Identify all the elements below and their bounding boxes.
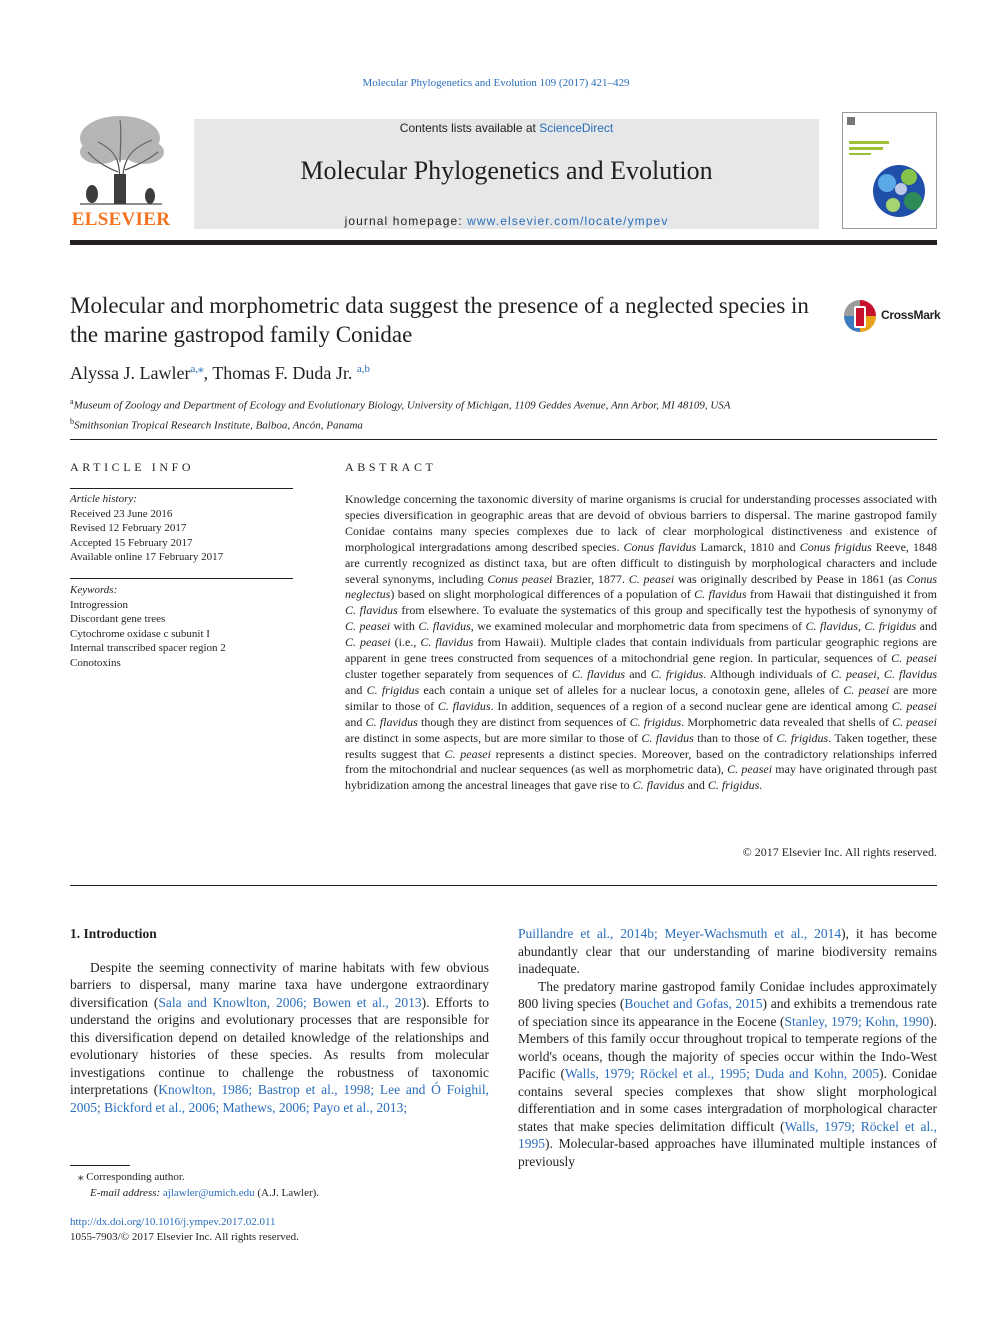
divider — [70, 578, 293, 579]
article-title: Molecular and morphometric data suggest the presence of a neglected species in the marine gastropod family Conidae — [70, 293, 809, 347]
contents-line: Contents lists available at ScienceDirect — [399, 121, 614, 135]
author-list: Alyssa J. Lawler$^{a,⁎}$, Thomas F. Duda Jr. $^{a,b}$ — [70, 363, 371, 383]
affiliation-b: $^b$Smithsonian Tropical Research Institute, Balboa, Ancón, Panama — [70, 416, 363, 432]
journal-cover-thumbnail[interactable] — [842, 112, 937, 229]
keyword-item: Introgression — [70, 598, 129, 611]
issn-copyright: 1055-7903/© 2017 Elsevier Inc. All rights reserved. — [70, 1231, 299, 1243]
affiliation-a: $^a$Museum of Zoology and Department of Ecology and Evolutionary Biology, University of Michigan, 1109 Geddes Avenue, Ann Arbor, MI 48109, USA — [70, 397, 731, 412]
footnote-rule — [70, 1165, 130, 1166]
history-received: Received 23 June 2016 — [70, 507, 173, 520]
crossmark-icon — [843, 297, 877, 335]
intro-paragraph-1-continued: Puillandre et al., 2014b; Meyer-Wachsmuth et al., 2014), it has become abundantly clear that our understanding of marine biodiversity remains inadequate. — [518, 926, 937, 976]
keywords-label: Keywords: — [70, 584, 118, 596]
journal-name: Molecular Phylogenetics and Evolution — [300, 156, 713, 185]
article-history — [70, 492, 293, 565]
elsevier-logo[interactable] — [70, 112, 172, 232]
homepage-line: journal homepage: www.elsevier.com/locate/ympev — [344, 214, 669, 228]
citation-link[interactable]: Knowlton, 1986; Bastrop et al., 1998; Lee and Ó Foighil, 2005; Bickford et al., 2006; Mathews, 2006; Payo et al., 2013; — [70, 1082, 489, 1115]
keywords — [70, 583, 293, 670]
keyword-item: Discordant gene trees — [70, 613, 166, 625]
sciencedirect-link[interactable]: ScienceDirect — [539, 121, 614, 135]
keyword-item: Internal transcribed spacer region 2 — [70, 642, 226, 654]
abstract-heading: ABSTRACT — [345, 460, 437, 474]
history-online: Available online 17 February 2017 — [70, 551, 224, 563]
cover-image-icon — [843, 113, 936, 228]
abstract-text: Knowledge concerning the taxonomic diversity of marine organisms is crucial for understanding processes associated with species diversification in geographic areas that are devoid of obvious barriers to dispersal. The marine gastropod family Conidae contains many species complexes due to lack of clear morphological distinctiveness and existence of morphological intergradations among described species. Conus flavidus Lamarck, 1810 and Conus frigidus Reeve, 1848 are currently recognized as distinct taxa, but are often difficult to distinguish by morphological characters and include several synonyms, including Conus peasei Brazier, 1877. C. peasei was originally described by Pease in 1861 (as Conus neglectus) based on slight morphological differences of a population of C. flavidus from Hawaii that distinguished it from C. flavidus from elsewhere. To evaluate the systematics of this group and specifically test the hypothesis of synonymy of C. peasei with C. flavidus, we examined molecular and morphometric data from specimens of C. flavidus, C. frigidus and C. peasei (i.e., C. flavidus from Hawaii). Multiple clades that contain individuals from particular geographic regions are apparent in gene trees constructed from sequences of a mitochondrial gene region. In particular, sequences of C. peasei cluster together separately from sequences of C. flavidus and C. frigidus. Although individuals of C. peasei, C. flavidus and C. frigidus each contain a unique set of alleles for a nuclear locus, a conotoxin gene, alleles of C. peasei are more similar to those of C. flavidus. In addition, sequences of a region of a second nuclear gene are identical among C. peasei and C. flavidus though they are distinct from sequences of C. frigidus. Morphometric data revealed that shells of C. peasei are distinct in some aspects, but are more similar to those of C. flavidus than to those of C. frigidus. Taken together, these results suggest that C. peasei represents a distinct species. Moreover, based on the contradictory relationships inferred from the mitochondrial and nuclear sequences (as well as morphometric data), C. peasei may have originated through past hybridization among the ancestral lineages that gave rise to C. flavidus and C. frigidus. — [345, 492, 938, 793]
doi-link[interactable]: http://dx.doi.org/10.1016/j.ympev.2017.02.011 — [70, 1216, 276, 1228]
journal-banner — [194, 119, 819, 229]
author-name[interactable]: Alyssa J. Lawler — [70, 363, 191, 383]
divider — [70, 439, 937, 440]
intro-paragraph-2: The predatory marine gastropod family Conidae includes approximately 800 living species (Bouchet and Gofas, 2015) and exhibits a tremendous rate of speciation since its appearance in the Eocene (Stanley, 1979; Kohn, 1990). Members of this family occur throughout tropical to temperate regions of the world's oceans, though the majority of species occur within the Indo-West Pacific (Walls, 1979; Röckel et al., 1995; Duda and Kohn, 2005). Conidae contains several species complexes that show slight morphological differentiation and in some cases intergradation of morphological character states that make species delimitation difficult (Walls, 1979; Röckel et al., 1995). Molecular-based approaches have illuminated multiple instances of previously — [518, 978, 937, 1169]
email-link[interactable]: ajlawler@umich.edu — [162, 1186, 255, 1199]
header-rule — [70, 240, 937, 245]
elsevier-wordmark: ELSEVIER — [71, 209, 171, 230]
divider — [70, 885, 937, 886]
abstract-copyright: © 2017 Elsevier Inc. All rights reserved. — [742, 845, 937, 859]
article-info-heading: ARTICLE INFO — [70, 460, 195, 474]
keyword-item: Conotoxins — [70, 656, 121, 669]
crossmark-label: CrossMark — [881, 308, 941, 322]
citation-link[interactable]: Walls, 1979; Röckel et al., 1995; Duda and Kohn, 2005 — [565, 1066, 880, 1081]
author-affiliation-marks[interactable]: a,⁎ — [190, 363, 204, 375]
corresponding-author-footnote: ⁎ Corresponding author. E-mail address: ajlawler@umich.edu (A.J. Lawler). — [78, 1171, 320, 1199]
citation-link[interactable]: Stanley, 1979; Kohn, 1990 — [784, 1013, 930, 1029]
keyword-item: Cytochrome oxidase c subunit I — [70, 627, 210, 640]
crossmark-badge[interactable] — [843, 297, 943, 335]
journal-reference[interactable]: Molecular Phylogenetics and Evolution 109 (2017) 421–429 — [362, 77, 630, 89]
citation-link[interactable]: Puillandre et al., 2014b; Meyer-Wachsmuth et al., 2014 — [518, 926, 842, 941]
author-affiliation-marks[interactable]: a,b — [356, 363, 371, 375]
history-label: Article history: — [70, 493, 137, 505]
history-revised: Revised 12 February 2017 — [70, 522, 187, 534]
divider — [70, 488, 293, 489]
citation-link[interactable]: Bouchet and Gofas, 2015 — [624, 996, 763, 1011]
homepage-link[interactable]: www.elsevier.com/locate/ympev — [467, 214, 669, 228]
author-name[interactable]: Thomas F. Duda Jr. — [212, 363, 353, 383]
affiliations — [70, 394, 940, 433]
section-heading-introduction: 1. Introduction — [70, 926, 157, 941]
history-accepted: Accepted 15 February 2017 — [70, 536, 193, 549]
intro-paragraph-1: Despite the seeming connectivity of marine habitats with few obvious barriers to dispersal, many marine taxa have undergone extraordinary diversification (Sala and Knowlton, 2006; Bowen et al., 2013). Efforts to understand the origins and evolutionary processes that are responsible for this diversification depend on detailed knowledge of the relationships and evolutionary histories of these species. As results from molecular investigations continue to challenge the robustness of taxonomic interpretations (Knowlton, 1986; Bastrop et al., 1998; Lee and Ó Foighil, 2005; Bickford et al., 2006; Mathews, 2006; Payo et al., 2013; — [70, 959, 489, 1115]
body-column-left — [70, 925, 489, 1116]
body-column-right — [518, 925, 937, 1170]
citation-link[interactable]: Walls, 1979; Röckel et al., 1995 — [518, 1118, 937, 1151]
elsevier-tree-icon — [70, 112, 172, 208]
citation-link[interactable]: Sala and Knowlton, 2006; Bowen et al., 2013 — [158, 994, 422, 1010]
